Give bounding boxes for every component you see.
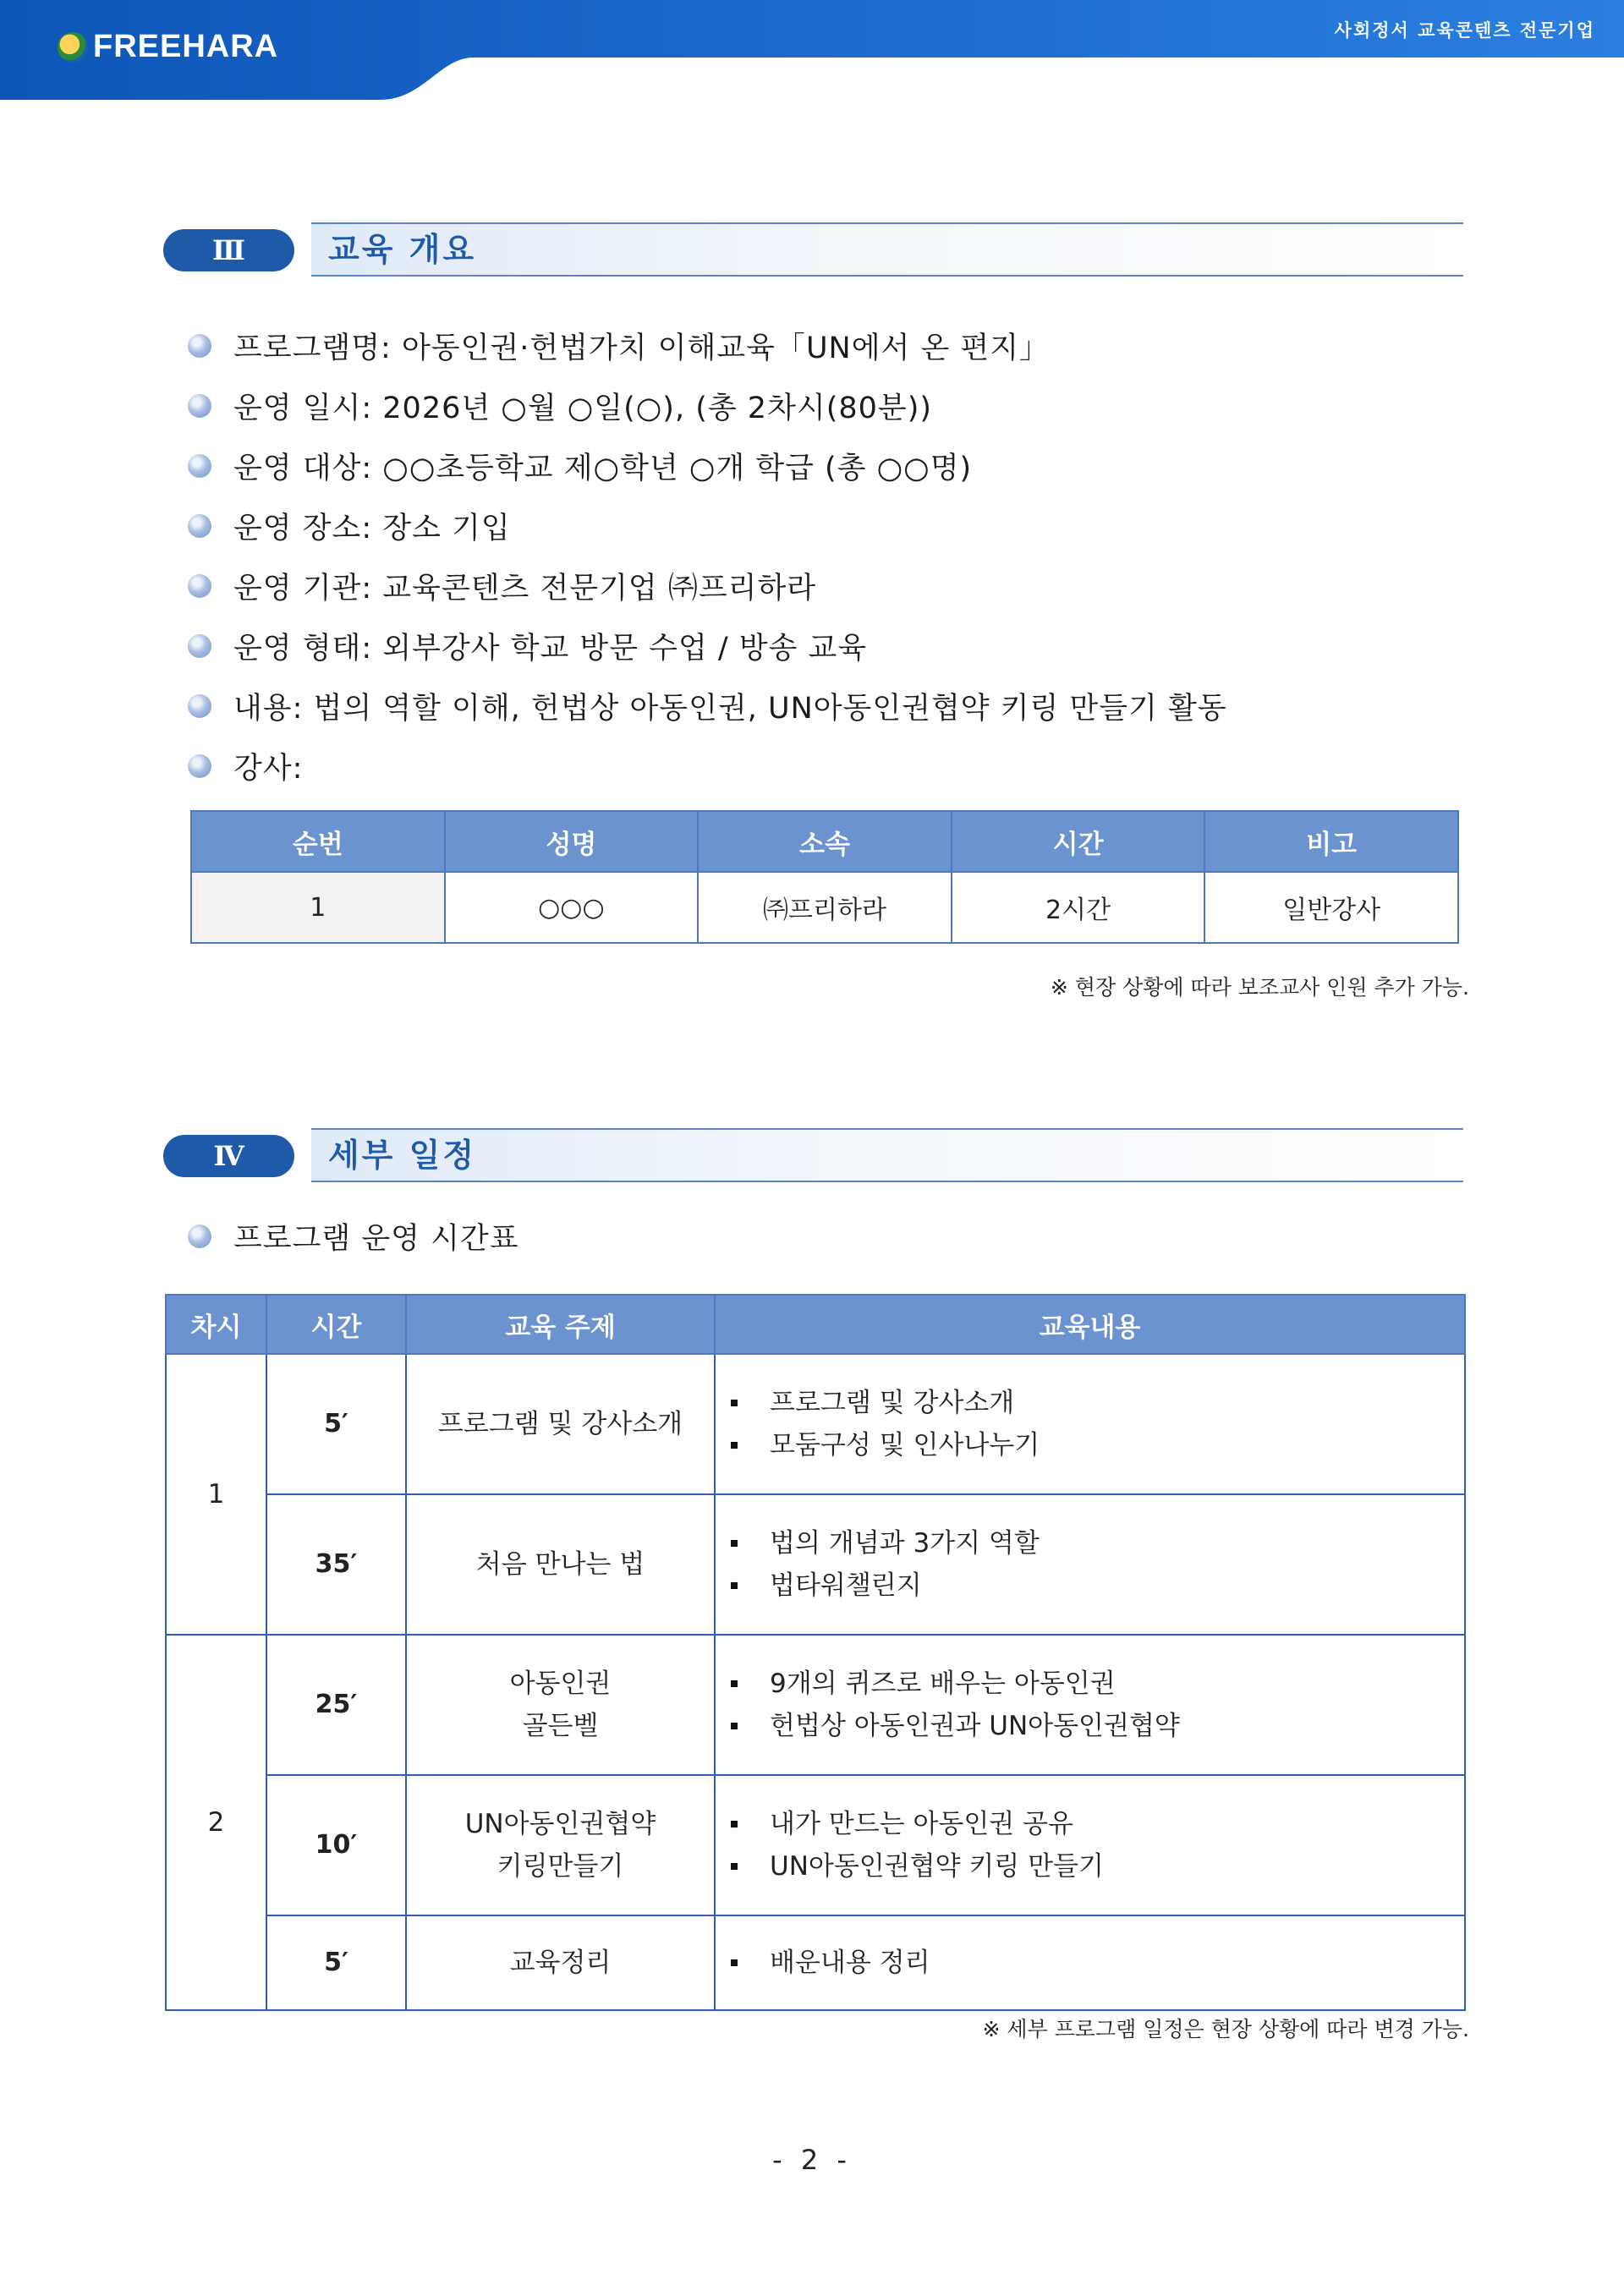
list-item xyxy=(188,616,1227,676)
square-bullet-icon xyxy=(731,1723,738,1729)
section-title-box xyxy=(311,1128,1463,1182)
bullet-icon xyxy=(188,1225,211,1248)
bullet-icon xyxy=(188,454,211,478)
list-item xyxy=(188,436,1227,496)
content-item xyxy=(731,1522,1463,1564)
column-header: 시간 xyxy=(952,811,1205,872)
column-header: 교육내용 xyxy=(715,1295,1465,1354)
format: 운영 형태: 외부강사 학교 방문 수업 / 방송 교육 xyxy=(233,631,868,666)
topic-line: 키링만들기 xyxy=(497,1851,624,1882)
venue: 운영 장소: 장소 기입 xyxy=(233,511,511,545)
topic-cell xyxy=(406,1494,715,1635)
instructor-table xyxy=(190,810,1459,944)
time-cell: 35′ xyxy=(266,1494,406,1635)
square-bullet-icon xyxy=(731,1540,738,1547)
organizer: 운영 기관: 교육콘텐츠 전문기업 ㈜프리하라 xyxy=(233,571,817,606)
section-title: 교육 개요 xyxy=(328,231,477,268)
table-cell: ○○○ xyxy=(445,872,699,943)
content-summary: 내용: 법의 역할 이해, 헌법상 아동인권, UN아동인권협약 키링 만들기 활동 xyxy=(233,691,1227,726)
topic-cell xyxy=(406,1775,715,1915)
bullet-icon xyxy=(188,514,211,538)
content-cell xyxy=(715,1775,1465,1915)
content-cell xyxy=(715,1354,1465,1494)
table-row xyxy=(166,1775,1465,1915)
content-item xyxy=(731,1564,1463,1607)
content-text: 배운내용 정리 xyxy=(770,1948,930,1978)
column-header: 성명 xyxy=(445,811,699,872)
content-item xyxy=(731,1663,1463,1705)
table-header-row xyxy=(166,1295,1465,1354)
content-text: 9개의 퀴즈로 배우는 아동인권 xyxy=(770,1669,1116,1699)
bullet-icon xyxy=(188,574,211,598)
bullet-icon xyxy=(188,394,211,418)
table-cell: ㈜프리하라 xyxy=(698,872,952,943)
square-bullet-icon xyxy=(731,1863,738,1870)
square-bullet-icon xyxy=(731,1821,738,1827)
table-row xyxy=(166,1494,1465,1635)
topic-line: UN아동인권협약 xyxy=(464,1809,656,1839)
bullet-icon xyxy=(188,634,211,658)
list-item xyxy=(188,375,1227,436)
time-cell: 5′ xyxy=(266,1354,406,1494)
schedule-note: ※ 세부 프로그램 일정은 현장 상황에 따라 변경 가능. xyxy=(982,2017,1469,2041)
column-header: 소속 xyxy=(698,811,952,872)
topic-line: 처음 만나는 법 xyxy=(475,1549,645,1580)
topic-line: 프로그램 및 강사소개 xyxy=(437,1409,683,1439)
table-row xyxy=(166,1635,1465,1775)
topic-line: 골든벨 xyxy=(522,1711,599,1741)
column-header: 시간 xyxy=(266,1295,406,1354)
section-title: 세부 일정 xyxy=(328,1137,477,1174)
table-row xyxy=(191,872,1458,943)
schedule-date: 운영 일시: 2026년 ○월 ○일(○), (총 2차시(80분)) xyxy=(233,391,933,425)
table-header-row xyxy=(191,811,1458,872)
target-audience: 운영 대상: ○○초등학교 제○학년 ○개 학급 (총 ○○명) xyxy=(233,451,973,485)
page-number: - 2 - xyxy=(772,2144,852,2176)
table-cell: 2시간 xyxy=(952,872,1205,943)
table-row xyxy=(166,1354,1465,1494)
bullet-icon xyxy=(188,334,211,358)
topic-line: 교육정리 xyxy=(509,1948,612,1978)
content-text: 법타워챌린지 xyxy=(770,1570,922,1601)
content-text: UN아동인권협약 키링 만들기 xyxy=(770,1851,1104,1882)
content-text: 법의 개념과 3가지 역할 xyxy=(770,1528,1040,1559)
timetable-label: 프로그램 운영 시간표 xyxy=(233,1221,519,1256)
section-title-box xyxy=(311,222,1463,277)
topic-cell xyxy=(406,1915,715,2010)
square-bullet-icon xyxy=(731,1959,738,1966)
overview-bullet-list xyxy=(188,315,1227,796)
staffing-note: ※ 현장 상황에 따라 보조교사 인원 추가 가능. xyxy=(1050,975,1469,1000)
logo-text: FREEHARA xyxy=(93,29,279,64)
column-header: 교육 주제 xyxy=(406,1295,715,1354)
content-item xyxy=(731,1424,1463,1466)
column-header: 비고 xyxy=(1204,811,1458,872)
square-bullet-icon xyxy=(731,1582,738,1589)
time-cell: 25′ xyxy=(266,1635,406,1775)
topic-line: 아동인권 xyxy=(509,1669,612,1699)
bullet-icon xyxy=(188,754,211,778)
square-bullet-icon xyxy=(731,1442,738,1449)
content-cell xyxy=(715,1635,1465,1775)
header-band xyxy=(0,0,1624,100)
time-cell: 10′ xyxy=(266,1775,406,1915)
square-bullet-icon xyxy=(731,1400,738,1406)
round-cell: 1 xyxy=(166,1354,266,1635)
list-item xyxy=(188,556,1227,616)
schedule-bullet-list xyxy=(188,1206,519,1266)
column-header: 차시 xyxy=(166,1295,266,1354)
content-item xyxy=(731,1705,1463,1747)
list-item xyxy=(188,496,1227,556)
list-item xyxy=(188,315,1227,375)
content-item xyxy=(731,1382,1463,1424)
logo-globe-icon xyxy=(58,32,88,63)
round-cell: 2 xyxy=(166,1635,266,2010)
content-item xyxy=(731,1803,1463,1845)
table-cell: 일반강사 xyxy=(1204,872,1458,943)
table-row xyxy=(166,1915,1465,2010)
instructor-label: 강사: xyxy=(233,751,304,786)
topic-cell xyxy=(406,1354,715,1494)
content-item xyxy=(731,1845,1463,1888)
list-item xyxy=(188,1206,519,1266)
content-text: 내가 만드는 아동인권 공유 xyxy=(770,1809,1073,1839)
time-cell: 5′ xyxy=(266,1915,406,2010)
column-header: 순번 xyxy=(191,811,445,872)
content-item xyxy=(731,1942,1463,1984)
brand-logo xyxy=(58,29,278,65)
schedule-table xyxy=(165,1294,1466,2011)
content-cell xyxy=(715,1915,1465,2010)
list-item xyxy=(188,736,1227,796)
content-text: 프로그램 및 강사소개 xyxy=(770,1388,1015,1418)
content-cell xyxy=(715,1494,1465,1635)
company-tagline: 사회정서 교육콘텐츠 전문기업 xyxy=(1334,20,1595,41)
section-header-overview xyxy=(163,222,1463,277)
content-text: 모둠구성 및 인사나누기 xyxy=(770,1430,1040,1460)
section-number-badge: Ⅲ xyxy=(163,229,294,271)
table-cell: 1 xyxy=(191,872,445,943)
section-header-schedule xyxy=(163,1128,1463,1182)
topic-cell xyxy=(406,1635,715,1775)
section-number-badge: Ⅳ xyxy=(163,1135,294,1177)
program-name: 프로그램명: 아동인권·헌법가치 이해교육「UN에서 온 편지」 xyxy=(233,331,1051,365)
square-bullet-icon xyxy=(731,1680,738,1687)
content-text: 헌법상 아동인권과 UN아동인권협약 xyxy=(770,1711,1180,1741)
bullet-icon xyxy=(188,694,211,718)
list-item xyxy=(188,676,1227,736)
